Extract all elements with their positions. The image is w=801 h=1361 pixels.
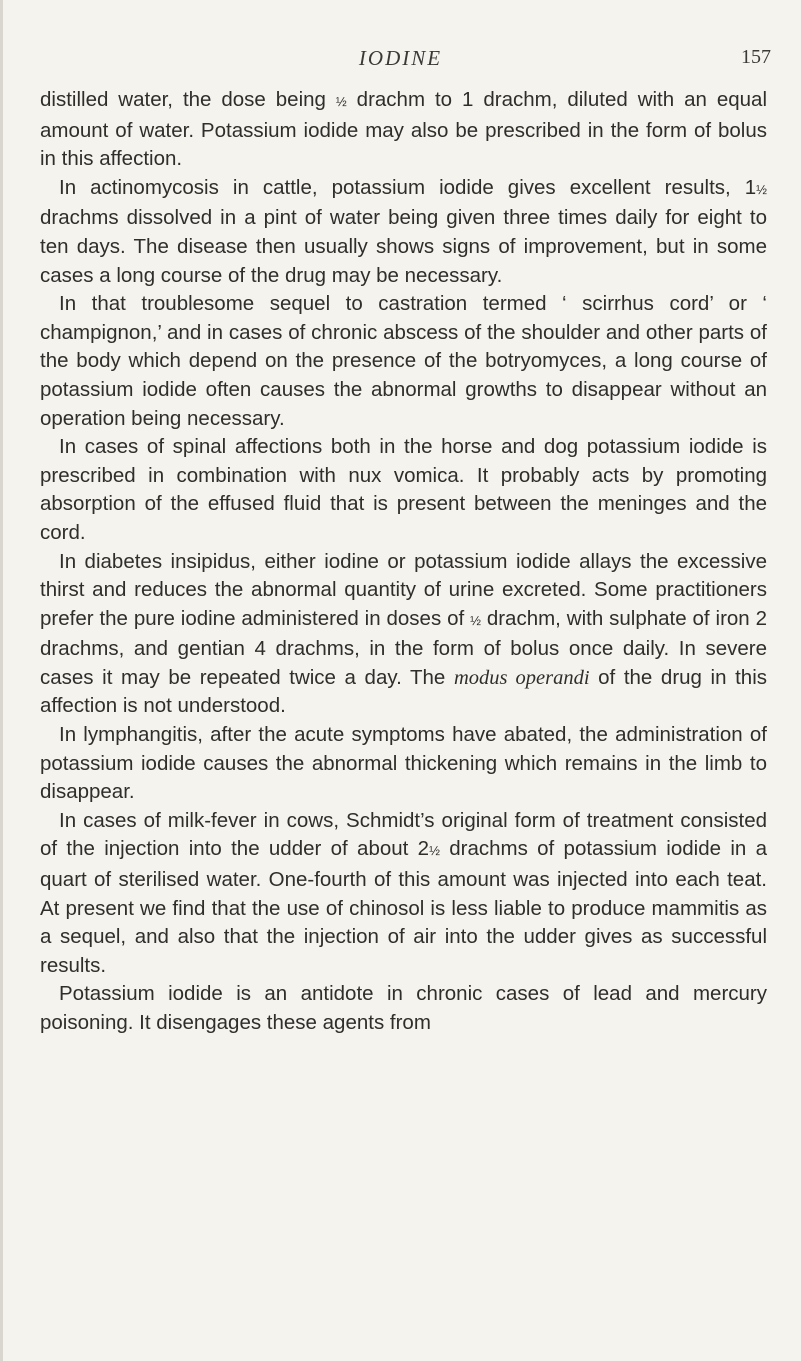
body-text [40, 86, 767, 1038]
text-run: In diabetes insipidus, either iodine or potassium iodide allays the excessive thirst and reduces the abnormal quantity of urine excreted. Some practitioners prefer the pure iodine administered in doses of [40, 549, 767, 630]
paragraph [40, 980, 767, 1037]
paragraph [40, 807, 767, 981]
text-run: distilled water, the dose being [40, 88, 336, 111]
text-run: Potassium iodide is an antidote in chronic cases of lead and mercury poisoning. It disengages these agents from [40, 982, 767, 1034]
text-run: drachms of potassium iodide in a quart of sterilised water. One-fourth of this amount was injected into each teat. At present we find that the use of chinosol is less liable to produce mammitis as a sequel, and also that the injection of air into the udder gives as successful results. [40, 837, 767, 977]
paragraph [40, 548, 767, 722]
text-run: In cases of spinal affections both in the horse and dog potassium iodide is prescribed in combination with nux vomica. It probably acts by promoting absorption of the effused fluid that is present between the meninges and the cord. [40, 435, 767, 544]
text-run: In cases of milk-fever in cows, Schmidt’s original form of treatment consisted of the injection into the udder of about 2 [40, 808, 767, 861]
page-edge [0, 0, 3, 1361]
page-number: 157 [741, 46, 771, 68]
text-run: drachm to 1 drachm, diluted with an equal amount of water. Potassium iodide may also be prescribed in the form of bolus in this affection. [40, 88, 768, 171]
paragraph [40, 290, 767, 433]
paragraph [40, 174, 767, 290]
text-run: In lymphangitis, after the acute symptoms have abated, the administration of potassium iodide causes the abnormal thickening which remains in the limb to disappear. [40, 723, 767, 804]
text-run: drachm, with sulphate of iron 2 drachms, and gentian 4 drachms, in the form of bolus once daily. In severe cases it may be repeated twice a day. The [40, 606, 767, 689]
paragraph [40, 721, 767, 807]
running-head [0, 46, 801, 76]
fraction: ½ [335, 94, 347, 109]
running-head-title: IODINE [358, 46, 443, 70]
fraction: ½ [429, 843, 440, 859]
text-run: In actinomycosis in cattle, potassium iodide gives excellent results, 1 [59, 175, 757, 199]
fraction: ½ [756, 181, 767, 197]
text-run: drachms dissolved in a pint of water being given three times daily for eight to ten days. The disease then usually shows signs of improvement, but in some cases a long course of the drug may be necessary. [40, 206, 767, 287]
paragraph [40, 433, 767, 547]
paragraph [40, 86, 767, 174]
text-run: of the drug in this affection is not understood. [40, 665, 768, 718]
fraction: ½ [470, 612, 481, 628]
italic-phrase: modus operandi [453, 666, 590, 689]
text-run: In that troublesome sequel to castration termed ‘ scirrhus cord’ or ‘ champignon,’ and in cases of chronic abscess of the shoulder and other parts of the body which depend on the presence of the botryomyces, a long course of potassium iodide often causes the abnormal growths to disappear without an operation being necessary. [40, 292, 767, 430]
